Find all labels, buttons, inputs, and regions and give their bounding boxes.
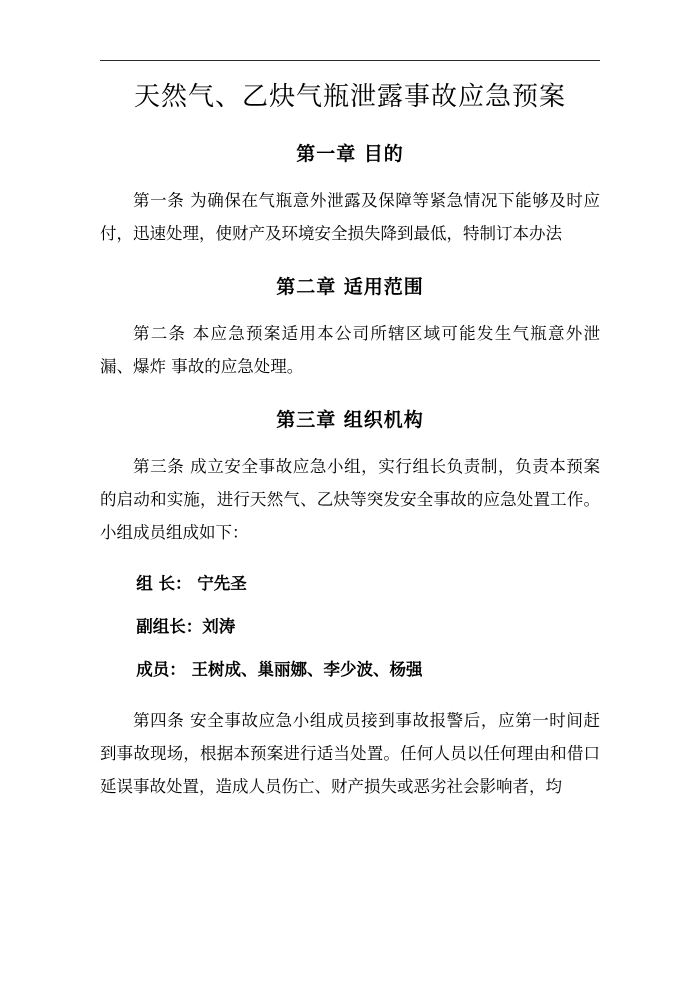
paragraph-article-3: 第三条 成立安全事故应急小组，实行组长负责制，负责本预案的启动和实施，进行天然气、乙炔等突发安全事故的应急处置工作。小组成员组成如下：: [100, 457, 600, 542]
header-rule: [100, 60, 600, 61]
document-content: [100, 78, 600, 813]
paragraph-article-1: 第一条 为确保在气瓶意外泄露及保障等紧急情况下能够及时应付，迅速处理，使财产及环境安全损失降到最低，特制订本办法: [100, 191, 600, 243]
paragraph-article-4: 第四条 安全事故应急小组成员接到事故报警后，应第一时间赶到事故现场，根据本预案进行适当处置。任何人员以任何理由和借口延误事故处置，造成人员伤亡、财产损失或恶劣社会影响者，均: [100, 711, 600, 796]
spacer: [100, 559, 600, 567]
chapter-heading-3: 第三章 组织机构: [276, 409, 424, 431]
chapter-heading-1: 第一章 目的: [296, 143, 404, 165]
spacer: [100, 696, 600, 704]
member-line-deputy-leader: 副组长：刘涛: [136, 617, 236, 636]
member-line-leader: 组 长： 宁先圣: [136, 574, 247, 593]
member-line-members: 成员： 王树成、巢丽娜、李少波、杨强: [136, 660, 423, 679]
chapter-heading-2: 第二章 适用范围: [276, 276, 424, 298]
paragraph-article-2: 第二条 本应急预案适用本公司所辖区域可能发生气瓶意外泄漏、爆炸 事故的应急处理。: [100, 324, 600, 376]
page-title: 天然气、乙炔气瓶泄露事故应急预案: [133, 82, 566, 112]
